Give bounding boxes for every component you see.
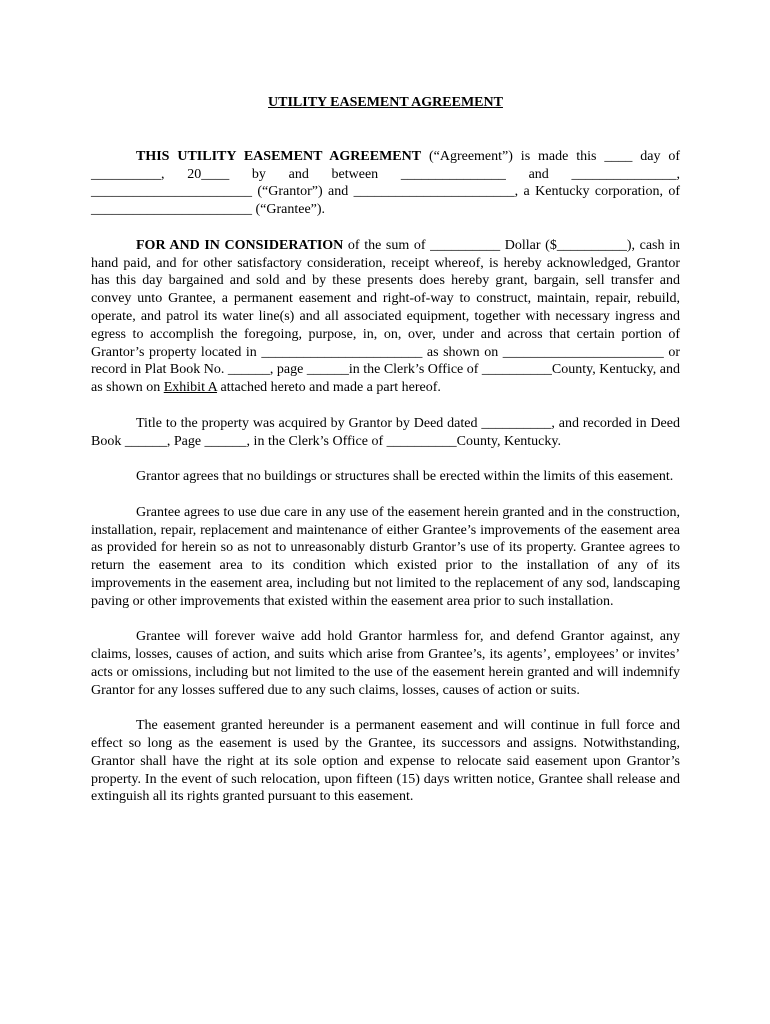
document-title: UTILITY EASEMENT AGREEMENT xyxy=(268,95,503,110)
paragraph-no-structures: Grantor agrees that no buildings or structures shall be erected within the limits of this easement. xyxy=(136,469,674,485)
paragraph-indemnify: Grantee will forever waive add hold Grantor harmless for, and defend Grantor against, any claims, losses, causes of action, and suits which arise from Grantee’s, its agents’, employees’ or invites’ acts or omissions, including but not limited to the use of the easement herein granted and will indemnify Grantor for any losses suffered due to any such claims, losses, causes of action or suits. xyxy=(91,629,680,698)
paragraph-consideration xyxy=(91,237,680,397)
consideration-lead: FOR AND IN CONSIDERATION xyxy=(136,237,344,253)
parties-text: (“Agreement”) is made this ____ day of __________, 20____ by and between _______________ and _______________, _______________________ (“Grantor”) and _______________________, a Kentucky corporation, of _______________________ (“Grantee”). xyxy=(91,148,680,218)
exhibit-a-reference: Exhibit A xyxy=(163,380,218,396)
paragraph-due-care: Grantee agrees to use due care in any use of the easement herein granted and in the construction, installation, repair, replacement and maintenance of either Grantee’s improvements of the easement area as provided for herein so as not to unreasonably disturb Grantor’s use of its property. Grantee agrees to return the easement area to its condition which existed prior to the installation of any of its improvements in the easement area, including but not limited to the replacement of any sod, landscaping paving or other improvements that existed within the easement area prior to such installation. xyxy=(91,504,680,609)
paragraph-parties xyxy=(91,148,680,219)
consideration-text: of the sum of __________ Dollar ($__________), cash in hand paid, and for other satisfactory consideration, receipt whereof, is hereby acknowledged, Grantor has this day bargained and sold and by these presents does hereby grant, bargain, sell transfer and convey unto Grantee, a permanent easement and right-of-way to construct, maintain, repair, rebuild, operate, and patrol its water line(s) and all associated equipment, together with necessary ingress and egress to accomplish the foregoing, purpose, in, on, over, under and across that certain portion of Grantor’s property located in _______________________ as shown on _______________________ or record in Plat Book No. ______, page ______in the Clerk’s Office of __________County, Kentucky, and as shown on xyxy=(91,237,680,396)
consideration-text-end: attached hereto and made a part hereof. xyxy=(217,380,441,396)
paragraph-permanent-easement: The easement granted hereunder is a permanent easement and will continue in full force and effect so long as the easement is used by the Grantee, its successors and assigns. Notwithstanding, Grantor shall have the right at its sole option and expense to relocate said easement upon Grantor’s property. In the event of such relocation, upon fifteen (15) days written notice, Grantee shall release and extinguish all its rights granted pursuant to this easement. xyxy=(91,718,680,805)
document-page xyxy=(91,94,680,824)
paragraph-title: Title to the property was acquired by Grantor by Deed dated __________, and recorded in Deed Book ______, Page ______, in the Clerk’s Office of __________County, Kentucky. xyxy=(91,415,680,449)
parties-lead: THIS UTILITY EASEMENT AGREEMENT xyxy=(136,148,422,164)
